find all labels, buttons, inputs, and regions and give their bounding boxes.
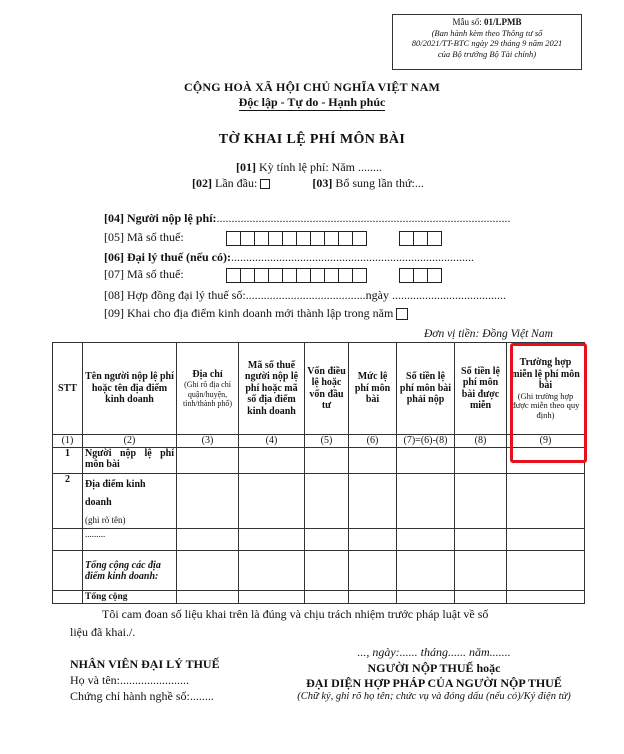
declaration-line2: liệu đã khai./. <box>70 625 136 639</box>
col-header-payable: Số tiền lệ phí môn bài phải nộp <box>397 343 455 435</box>
field-08-contract: [08] Hợp đồng đại lý thuế số:........................................ngày ...................................... <box>104 288 506 302</box>
field-02-03: [02] Lần đầu: [03] Bổ sung lần thứ:... <box>192 176 424 190</box>
col-number: (3) <box>177 435 239 448</box>
cell-input[interactable] <box>177 551 239 591</box>
cell-input[interactable] <box>305 591 349 604</box>
agent-title: NHÂN VIÊN ĐẠI LÝ THUẾ <box>70 657 220 671</box>
cell-input[interactable] <box>455 551 507 591</box>
col-number: (5) <box>305 435 349 448</box>
field-01-period: [01] Kỳ tính lệ phí: Năm ........ <box>236 160 382 174</box>
tax-code-boxes[interactable] <box>227 231 367 246</box>
cell-input[interactable] <box>305 474 349 529</box>
form-basis-line3: của Bộ trưởng Bộ Tài chính) <box>437 48 537 59</box>
motto: Độc lập - Tự do - Hạnh phúc <box>238 95 386 109</box>
new-location-checkbox[interactable] <box>396 308 408 320</box>
agent-tax-code-suffix-boxes[interactable] <box>400 268 442 283</box>
form-basis-line2: 80/2021/TT-BTC ngày 29 tháng 9 năm 2021 <box>411 38 563 48</box>
cell-input[interactable] <box>239 448 305 474</box>
row-name-location: Địa điểm kinh doanh (ghi rõ tên) <box>83 474 177 529</box>
table-row <box>53 448 585 474</box>
agent-tax-code-boxes[interactable] <box>227 268 367 283</box>
field-06-agent: [06] Đại lý thuế (nếu có):................................................................................. <box>104 250 474 264</box>
row-stt: 1 <box>53 448 83 474</box>
table-row <box>53 474 585 529</box>
payer-representative-title: ĐẠI DIỆN HỢP PHÁP CỦA NGƯỜI NỘP THUẾ <box>306 676 562 690</box>
payer-title: NGƯỜI NỘP THUẾ hoặc <box>367 661 501 675</box>
row-name-payer: Người nộp lệ phí môn bài <box>83 448 177 474</box>
table-row <box>53 551 585 591</box>
cell-input[interactable] <box>305 551 349 591</box>
cell-input[interactable] <box>349 474 397 529</box>
cell-input[interactable] <box>507 529 585 551</box>
cell-input[interactable] <box>507 474 585 529</box>
cell-input[interactable] <box>177 448 239 474</box>
signing-date: ..., ngày:...... tháng...... năm....... <box>357 645 511 659</box>
col-number: (2) <box>83 435 177 448</box>
col-header-exempted: Số tiền lệ phí môn bài được miễn <box>455 343 507 435</box>
field-05-tax-code: [05] Mã số thuế: <box>104 230 442 246</box>
tax-code-suffix-boxes[interactable] <box>400 231 442 246</box>
cell-input[interactable] <box>507 551 585 591</box>
cell-input[interactable] <box>397 448 455 474</box>
cell-input[interactable] <box>349 448 397 474</box>
cell-input[interactable] <box>305 529 349 551</box>
cell-input[interactable] <box>397 591 455 604</box>
cell-input[interactable] <box>349 551 397 591</box>
col-header-exemption-case: Trường hợp miễn lệ phí môn bài (Ghi trường hợp được miễn theo quy định) <box>507 343 585 435</box>
cell-input[interactable] <box>397 474 455 529</box>
nation-heading: CỘNG HOÀ XÃ HỘI CHỦ NGHĨA VIỆT NAM <box>183 80 441 94</box>
cell-input[interactable] <box>239 551 305 591</box>
cell-input[interactable] <box>455 591 507 604</box>
col-header-tax-code: Mã số thuế người nộp lệ phí hoặc mã số địa điểm kinh doanh <box>239 343 305 435</box>
row-stt: 2 <box>53 474 83 529</box>
fee-table <box>52 342 585 604</box>
cell-input[interactable] <box>455 474 507 529</box>
cell-input[interactable] <box>507 591 585 604</box>
agent-certificate: Chứng chỉ hành nghề số:........ <box>70 689 214 703</box>
highlight-box <box>510 343 587 463</box>
agent-name: Họ và tên:....................... <box>70 673 189 687</box>
row-name-more: ......... <box>83 529 177 551</box>
first-time-checkbox[interactable] <box>260 179 270 189</box>
cell-input[interactable] <box>397 529 455 551</box>
cell-input[interactable] <box>455 529 507 551</box>
cell-input[interactable] <box>455 448 507 474</box>
field-04-payer: [04] Người nộp lệ phí:.................................................................................................. <box>104 211 511 225</box>
cell-input[interactable] <box>349 529 397 551</box>
currency-unit: Đơn vị tiền: Đồng Việt Nam <box>424 328 553 340</box>
row-name-grand-total: Tổng cộng <box>83 591 177 604</box>
col-number: (4) <box>239 435 305 448</box>
col-header-name: Tên người nộp lệ phí hoặc tên địa điểm kinh doanh <box>83 343 177 435</box>
cell-input[interactable] <box>177 591 239 604</box>
cell-input[interactable] <box>349 591 397 604</box>
cell-input[interactable] <box>239 529 305 551</box>
cell-input[interactable] <box>177 529 239 551</box>
row-name-location-total: Tổng cộng các địa điểm kinh doanh: <box>83 551 177 591</box>
form-code: Mẫu số: 01/LPMB <box>452 17 522 27</box>
cell-input[interactable] <box>177 474 239 529</box>
table-row <box>53 529 585 551</box>
col-number: (1) <box>53 435 83 448</box>
table-row <box>53 591 585 604</box>
col-number: (6) <box>349 435 397 448</box>
declaration-line1: Tôi cam đoan số liệu khai trên là đúng và chịu trách nhiệm trước pháp luật về số <box>102 607 489 621</box>
col-header-address: Địa chỉ (Ghi rõ địa chỉ quận/huyện, tỉnh/thành phố) <box>177 343 239 435</box>
col-number: (9) <box>507 435 585 448</box>
cell-input[interactable] <box>305 448 349 474</box>
cell-input[interactable] <box>239 474 305 529</box>
col-header-stt: STT <box>53 343 83 435</box>
signature-note: (Chữ ký, ghi rõ họ tên; chức vụ và đóng dấu (nếu có)/Ký điện tử) <box>297 691 571 702</box>
col-header-capital: Vốn điều lệ hoặc vốn đầu tư <box>305 343 349 435</box>
col-number: (7)=(6)-(8) <box>397 435 455 448</box>
col-header-fee-level: Mức lệ phí môn bài <box>349 343 397 435</box>
form-number-box <box>392 14 582 70</box>
document-title: TỜ KHAI LỆ PHÍ MÔN BÀI <box>218 132 406 147</box>
cell-input[interactable] <box>239 591 305 604</box>
form-basis-line1: (Ban hành kèm theo Thông tư số <box>431 27 543 38</box>
field-07-agent-tax-code: [07] Mã số thuế: <box>104 267 442 283</box>
field-09-new-location: [09] Khai cho địa điểm kinh doanh mới thành lập trong năm <box>104 306 408 321</box>
cell-input[interactable] <box>397 551 455 591</box>
col-number: (8) <box>455 435 507 448</box>
